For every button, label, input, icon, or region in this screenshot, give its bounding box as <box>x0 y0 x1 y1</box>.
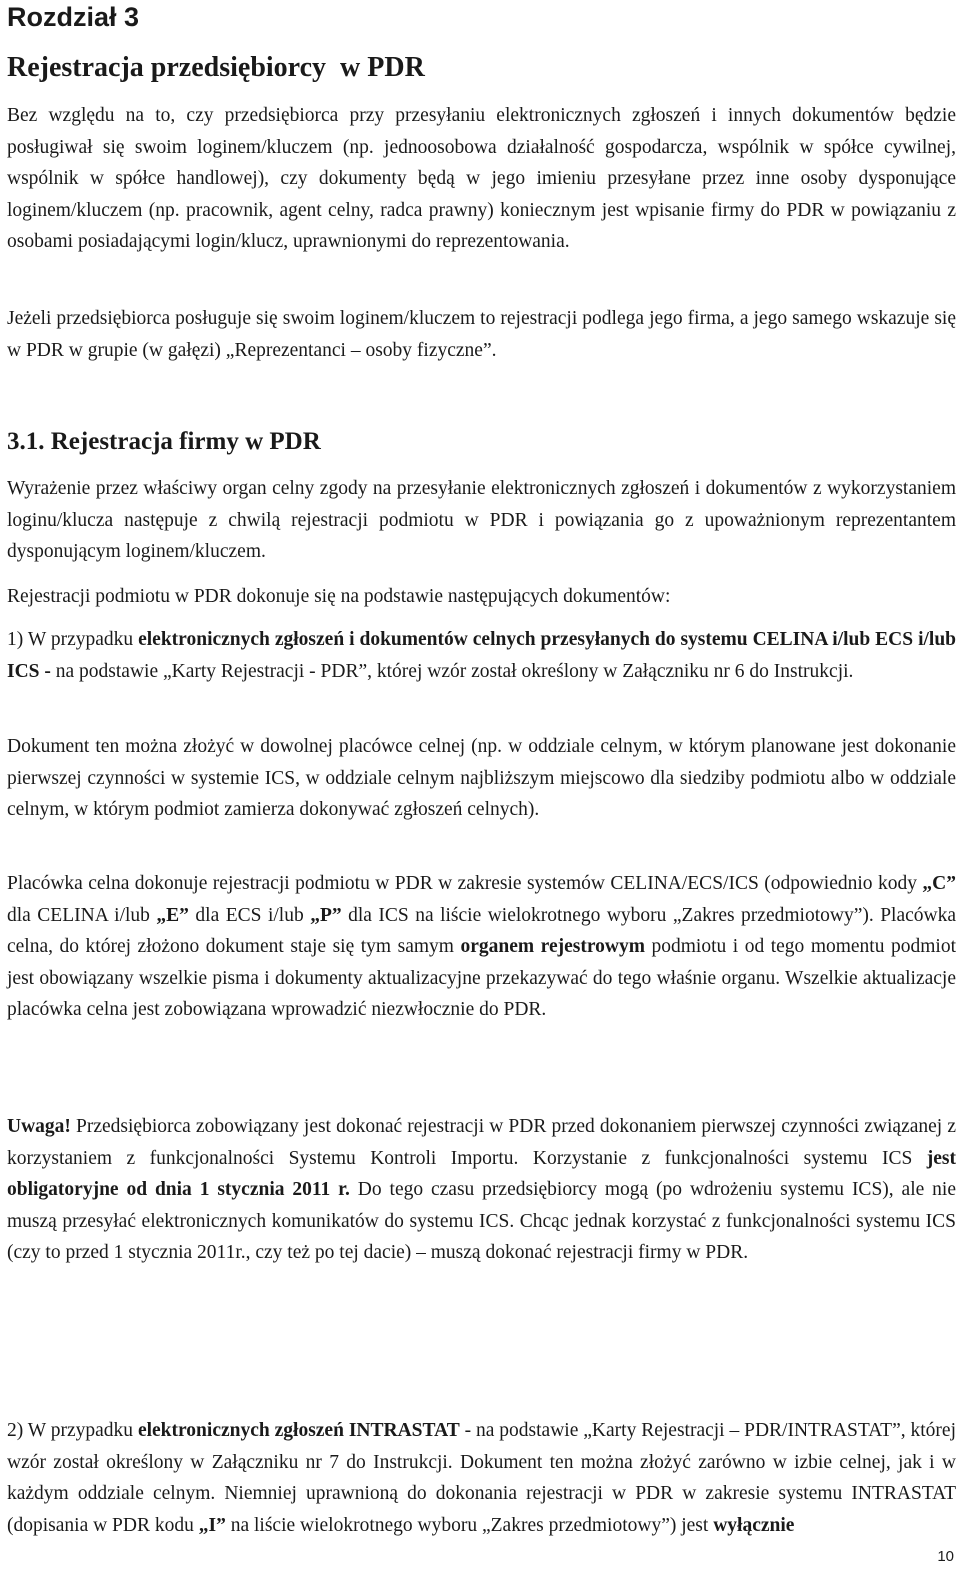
intrastat-paragraph <box>7 1415 956 1541</box>
page-number: 10 <box>937 1548 954 1565</box>
p5-suffix: na podstawie „Karty Rejestracji - PDR”, której wzór został określony w Załączniku nr 6 do Instrukcji. <box>50 660 854 682</box>
submission-place-paragraph: Dokument ten można złożyć w dowolnej placówce celnej (np. w oddziale celnym, w którym planowane jest dokonanie pierwszej czynności w systemie ICS, w oddziale celnym najbliższym miejscowo dla siedziby podmiotu albo w oddziale celnym, w którym podmiot zamierza dokonywać zgłoszeń celnych). <box>7 736 956 820</box>
code-i: „I” <box>198 1514 226 1536</box>
p5-bold-systems: elektronicznych zgłoszeń i dokumentów celnych przesyłanych do systemu CELINA i/lub ECS i/lub ICS - <box>7 629 957 682</box>
p7-text-b: dla CELINA i/lub <box>7 904 157 926</box>
p5-prefix: 1) W przypadku <box>7 629 139 650</box>
consent-paragraph: Wyrażenie przez właściwy organ celny zgody na przesyłanie elektronicznych zgłoszeń i dokumentów z wykorzystaniem loginu/klucza następuje z chwilą rejestracji podmiotu w PDR i powiązania go z upoważnionym reprezentantem dysponującym loginem/kluczem. <box>7 478 956 562</box>
documents-intro-paragraph: Rejestracji podmiotu w PDR dokonuje się na podstawie następujących dokumentów: <box>7 586 671 607</box>
p9-bold-intrastat: elektronicznych zgłoszeń INTRASTAT <box>137 1420 460 1441</box>
code-p: „P” <box>310 904 342 926</box>
p9-text-b: - na podstawie „Karty Rejestracji – PDR/INTRASTAT”, której wzór został określony w Załączniku nr 7 do Instrukcji. Dokument ten można złożyć zarówno w izbie celnej, jak i w każdym oddziale celnym. Niemniej uprawnioną do dokonania rejestracji w PDR w zakresie systemu INTRASTAT (dopisania w PDR kodu <box>7 1420 956 1536</box>
p7-bold-registry-authority: organem rejestrowym <box>460 936 645 957</box>
p8-bold-obligatory-date: jest obligatoryjne od dnia 1 stycznia 2011 r. <box>7 1147 956 1200</box>
p7-text-d: dla ICS na liście wielokrotnego wyboru „Zakres przedmiotowy”). Placówka celna, do której złożono dokument staje się tym samym <box>7 904 957 957</box>
warning-label: Uwaga! <box>7 1116 71 1137</box>
code-c: „C” <box>922 873 956 894</box>
p9-text-a: 2) W przypadku <box>7 1420 138 1441</box>
p8-text-a: Przedsiębiorca zobowiązany jest dokonać rejestracji w PDR przed dokonaniem pierwszej czynności związanej z korzystaniem z funkcjonalności Systemu Kontroli Importu. Korzystanie z funkcjonalności systemu ICS <box>7 1116 956 1169</box>
celina-ecs-ics-paragraph <box>7 624 956 687</box>
warning-paragraph <box>7 1111 956 1269</box>
p9-text-c: na liście wielokrotnego wyboru „Zakres przedmiotowy”) jest <box>225 1514 714 1536</box>
registration-codes-paragraph <box>7 868 956 1026</box>
self-login-paragraph: Jeżeli przedsiębiorca posługuje się swoim loginem/kluczem to rejestracji podlega jego firma, a jego samego wskazuje się w PDR w grupie (w gałęzi) „Reprezentanci – osoby fizyczne”. <box>7 308 956 361</box>
p7-text-a: Placówka celna dokonuje rejestracji podmiotu w PDR w zakresie systemów CELINA/ECS/ICS (odpowiednio kody <box>7 873 923 894</box>
intro-paragraph: Bez względu na to, czy przedsiębiorca przy przesyłaniu elektronicznych zgłoszeń i innych dokumentów będzie posługiwał się swoim loginem/kluczem (np. jednoosobowa działalność gospodarcza, wspólnik w spółce cywilnej, wspólnik w spółce handlowej), czy dokumenty będą w jego imieniu przesyłane przez inne osoby dysponujące loginem/kluczem (np. pracownik, agent celny, radca prawny) koniecznym jest wpisanie firmy do PDR w powiązaniu z osobami posiadającymi login/klucz, uprawnionymi do reprezentowania. <box>7 105 956 252</box>
chapter-title: Rejestracja przedsiębiorcy w PDR <box>7 52 425 83</box>
section-title: 3.1. Rejestracja firmy w PDR <box>7 428 321 455</box>
chapter-label: Rozdział 3 <box>7 2 140 32</box>
p7-text-e: podmiotu i od tego momentu podmiot jest obowiązany wszelkie pisma i dokumenty aktualizacyjne przekazywać do tego właśnie organu. Wszelkie aktualizacje placówka celna jest zobowiązana wprowadzić niezwłocznie do PDR. <box>7 936 957 1020</box>
code-e: „E” <box>156 904 189 926</box>
p9-bold-exclusively: wyłącznie <box>713 1514 795 1536</box>
p7-text-c: dla ECS i/lub <box>188 904 311 926</box>
p8-text-b: Do tego czasu przedsiębiorcy mogą (po wdrożeniu systemu ICS), ale nie muszą przesyłać elektronicznych komunikatów do systemu ICS. Chcąc jednak korzystać z funkcjonalności systemu ICS (czy to przed 1 stycznia 2011r., czy też po tej dacie) – muszą dokonać rejestracji firmy w PDR. <box>7 1179 956 1263</box>
